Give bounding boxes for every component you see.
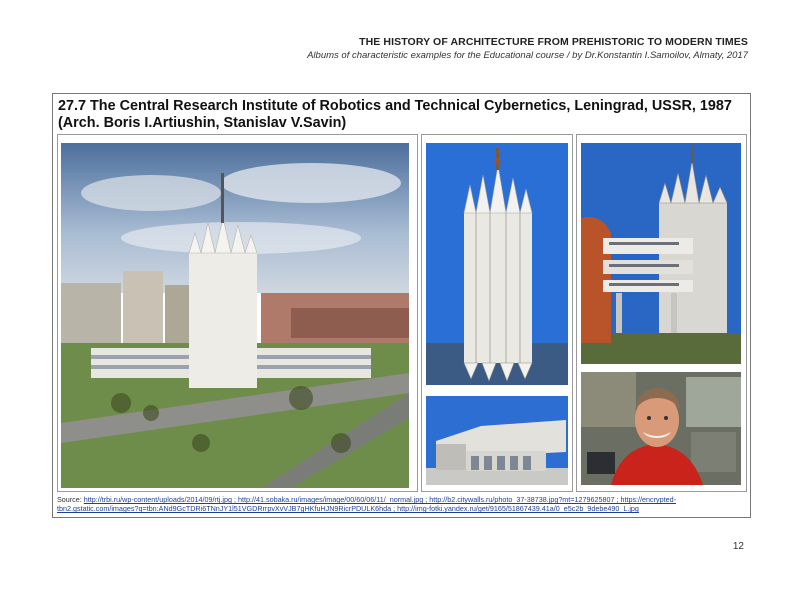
tower-and-lab-image xyxy=(581,143,741,364)
series-title: THE HISTORY OF ARCHITECTURE FROM PREHISTORIC TO MODERN TIMES xyxy=(359,36,748,48)
slide-title: 27.7 The Central Research Institute of Robotics and Technical Cybernetics, Leningrad, USSR, 1987 (Arch. Boris I.Artiushin, Stanislav V.Savin) xyxy=(58,98,732,131)
tower-and-lab-photo xyxy=(581,143,741,364)
aerial-view-image xyxy=(61,143,409,488)
architect-portrait-photo xyxy=(581,372,741,485)
architect-portrait-image xyxy=(581,372,741,485)
series-subtitle: Albums of characteristic examples for the Educational course / by Dr.Konstantin I.Samoilov, Almaty, 2017 xyxy=(307,50,748,61)
source-label: Source: xyxy=(57,495,82,504)
page-number: 12 xyxy=(732,541,744,552)
cantilever-block-image xyxy=(426,396,568,485)
tower-closeup-photo xyxy=(426,143,568,385)
aerial-view-photo xyxy=(61,143,409,488)
tower-closeup-image xyxy=(426,143,568,385)
album-header xyxy=(307,36,748,61)
source-links[interactable]: http://trbi.ru/wp-content/uploads/2014/09/rtj.jpg ; http://41.sobaka.ru/images/image/00/60/06/11/_normal.jpg ; http://b2.citywalls.ru/photo_37-38738.jpg?mt=1279625807 ; https://encrypted-tbn2.gstatic.com/images?q=tbn:ANd9GcTDRi6TNnJY1l51VGDRrrpvXvVJB7gHKfuHJN9RicrPDULK6hda ; http://img-fotki.yandex.ru/get/9165/51867439.41a/0_e5c2b_9debe490_L.jpg xyxy=(57,495,676,513)
slide-frame xyxy=(52,93,751,518)
cantilever-block-photo xyxy=(426,396,568,485)
image-sources xyxy=(53,495,750,513)
